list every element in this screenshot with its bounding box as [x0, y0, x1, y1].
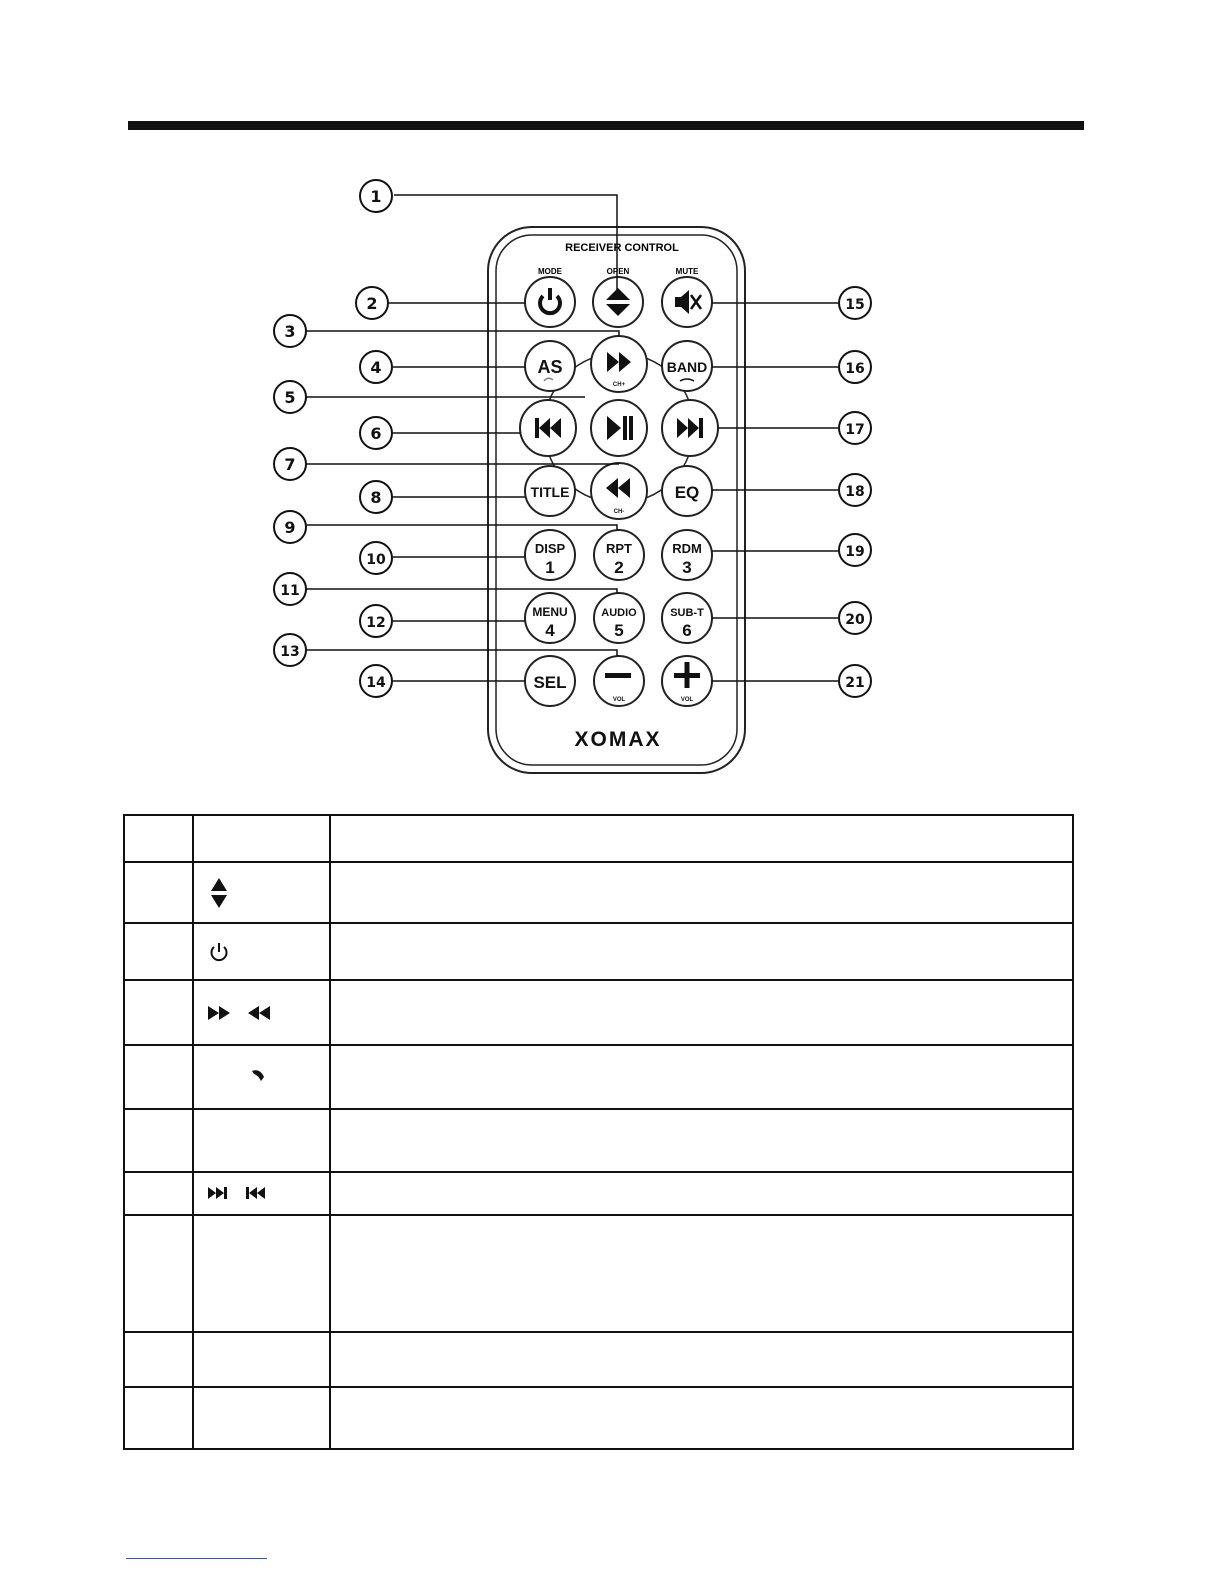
- table-row: [124, 1332, 1073, 1387]
- sel-label: SEL: [533, 673, 567, 692]
- table-row: [124, 815, 1073, 862]
- callout-text-3: 3: [284, 322, 296, 341]
- callout-text-15: 15: [845, 297, 865, 313]
- next-previous-icons: [208, 1185, 268, 1201]
- mode-label: MODE: [538, 267, 562, 276]
- eq-label: EQ: [674, 483, 700, 502]
- table-row: [124, 1109, 1073, 1172]
- subt-label: SUB-T: [670, 607, 704, 619]
- callout-text-2: 2: [366, 294, 378, 313]
- menu-num: 4: [545, 621, 555, 640]
- receiver-control-label: RECEIVER CONTROL: [565, 242, 679, 254]
- table-row: [124, 1045, 1073, 1109]
- function-table: [123, 814, 1074, 1450]
- callout-text-6: 6: [370, 424, 382, 443]
- subt-num: 6: [682, 621, 692, 640]
- table-row: [124, 1215, 1073, 1332]
- callout-text-19: 19: [845, 544, 865, 560]
- callout-text-5: 5: [284, 388, 296, 407]
- title-label: TITLE: [530, 484, 570, 500]
- table-row: [124, 923, 1073, 980]
- rpt-num: 2: [614, 558, 624, 577]
- callout-text-21: 21: [845, 675, 865, 691]
- open-button[interactable]: [593, 277, 643, 327]
- callout-text-20: 20: [845, 612, 865, 628]
- vol-minus-label: VOL: [612, 697, 626, 703]
- brand-logo: XOMAX: [574, 728, 662, 751]
- callout-text-17: 17: [845, 422, 865, 438]
- open-label: OPEN: [606, 267, 630, 276]
- as-label: AS: [537, 357, 563, 377]
- callout-text-10: 10: [366, 552, 386, 568]
- callout-text-8: 8: [370, 488, 382, 507]
- rpt-label: RPT: [606, 541, 632, 556]
- mute-label: MUTE: [675, 267, 699, 276]
- callout-text-12: 12: [366, 615, 386, 631]
- callout-text-4: 4: [370, 358, 382, 377]
- table-row: [124, 1387, 1073, 1449]
- callout-text-16: 16: [845, 361, 865, 377]
- audio-label: AUDIO: [601, 607, 637, 619]
- audio-num: 5: [614, 621, 624, 640]
- table-row: [124, 1172, 1073, 1215]
- vol-plus-label: VOL: [680, 697, 694, 703]
- rdm-label: RDM: [672, 541, 702, 556]
- callout-text-18: 18: [845, 484, 865, 500]
- menu-label: MENU: [532, 605, 568, 619]
- callout-text-11: 11: [280, 583, 300, 599]
- minus-icon: [605, 673, 631, 678]
- callout-text-13: 13: [280, 644, 300, 660]
- phone-hangup-icon: [208, 1065, 268, 1089]
- disp-label: DISP: [534, 541, 566, 556]
- disp-num: 1: [545, 558, 555, 577]
- power-icon: [208, 941, 230, 963]
- table-row: [124, 862, 1073, 923]
- rdm-num: 3: [682, 558, 692, 577]
- band-label: BAND: [666, 359, 708, 375]
- callout-text-14: 14: [366, 675, 386, 691]
- ch-plus-label: CH+: [612, 382, 626, 388]
- callout-text-7: 7: [284, 455, 296, 474]
- callout-text-1: 1: [370, 187, 382, 206]
- table-row: [124, 980, 1073, 1045]
- ch-minus-label: CH-: [613, 509, 625, 515]
- mode-button[interactable]: [525, 277, 575, 327]
- eject-icon: [208, 875, 230, 911]
- footer-link-underline: [126, 1558, 267, 1559]
- callout-text-9: 9: [284, 518, 296, 537]
- fast-forward-rewind-icons: [208, 1003, 272, 1023]
